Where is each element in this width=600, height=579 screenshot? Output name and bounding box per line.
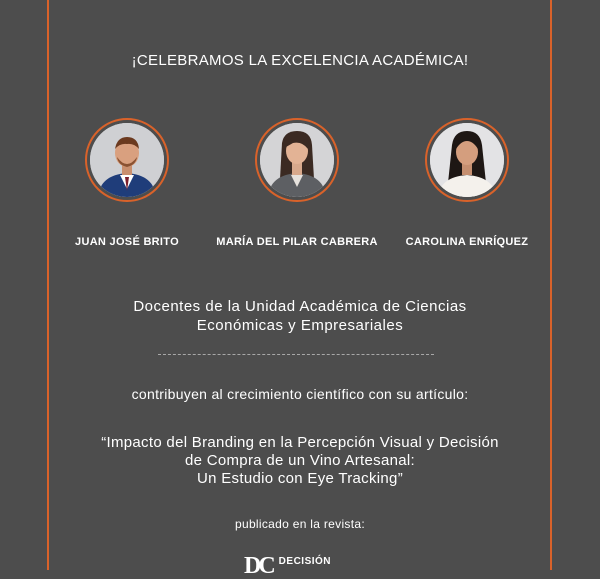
avatar	[260, 123, 334, 197]
article-title	[0, 434, 600, 488]
faculty-text	[0, 297, 600, 335]
person-name: MARÍA DEL PILAR CABRERA	[216, 236, 378, 248]
journal-logo-mark: DC	[244, 553, 273, 579]
person-name: JUAN JOSÉ BRITO	[75, 236, 179, 248]
avatar-ring	[425, 118, 509, 202]
faculty-line: Docentes de la Unidad Académica de Ciencias	[133, 298, 467, 315]
journal-logo	[244, 553, 332, 579]
dashed-divider	[158, 354, 434, 355]
headline: ¡CELEBRAMOS LA EXCELENCIA ACADÉMICA!	[131, 52, 469, 69]
people-row	[0, 118, 600, 268]
avatar-ring	[85, 118, 169, 202]
person-card	[377, 118, 557, 248]
article-title-line: “Impacto del Branding en la Percepción Visual y Decisión	[101, 434, 499, 451]
person-name: CAROLINA ENRÍQUEZ	[405, 236, 529, 248]
avatar	[90, 123, 164, 197]
article-title-line: de Compra de un Vino Artesanal:	[184, 452, 415, 469]
person-card	[37, 118, 217, 248]
contribution-text: contribuyen al crecimiento científico con su artículo:	[131, 386, 469, 402]
avatar-ring	[255, 118, 339, 202]
article-title-line: Un Estudio con Eye Tracking”	[197, 470, 403, 487]
journal-logo-text: DECISIÓN	[278, 556, 332, 567]
published-label: publicado en la revista:	[235, 517, 365, 531]
avatar	[430, 123, 504, 197]
faculty-line: Económicas y Empresariales	[196, 317, 404, 334]
person-card	[207, 118, 387, 248]
